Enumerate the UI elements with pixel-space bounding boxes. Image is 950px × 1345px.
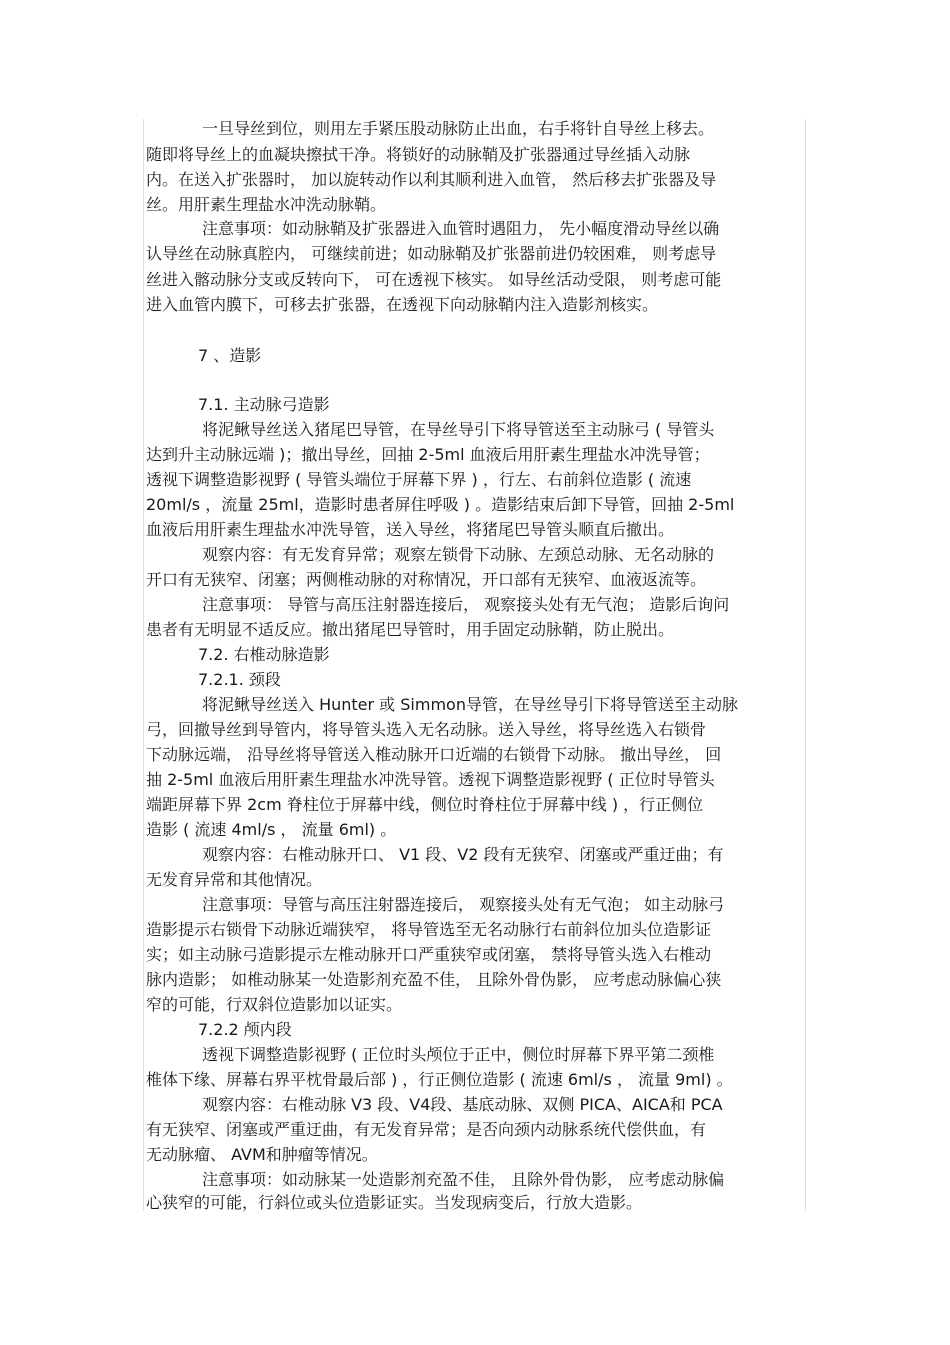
text-line: 血液后用肝素生理盐水冲洗导管，送入导丝，将猪尾巴导管头顺直后撤出。 — [146, 520, 675, 539]
text-line: 进入血管内膜下，可移去扩张器，在透视下向动脉鞘内注入造影剂核实。 — [146, 295, 659, 314]
text-line: 患者有无明显不适反应。撤出猪尾巴导管时，用手固定动脉鞘，防止脱出。 — [146, 620, 675, 639]
text-line: 丝进入髂动脉分支或反转向下， 可在透视下核实。 如导丝活动受限， 则考虑可能 — [146, 270, 722, 289]
subsection-heading: 7.2.1. 颈段 — [198, 670, 281, 689]
text-line: 认导丝在动脉真腔内， 可继续前进；如动脉鞘及扩张器前进仍较困难， 则考虑导 — [146, 244, 717, 263]
text-line: 20ml/s ，流量 25ml，造影时患者屏住呼吸 ) 。造影结束后卸下导管，回抽 2-5ml — [146, 495, 735, 514]
text-line: 观察内容：有无发育异常；观察左锁骨下动脉、左颈总动脉、无名动脉的 — [202, 545, 715, 564]
text-line: 内。在送入扩张器时， 加以旋转动作以利其顺利进入血管， 然后移去扩张器及导 — [146, 170, 717, 189]
text-line: 椎体下缘、屏幕右界平枕骨最后部 ) ，行正侧位造影 ( 流速 6ml/s ， 流量 9ml) 。 — [146, 1070, 733, 1089]
text-line: 弓，回撤导丝到导管内，将导管头选入无名动脉。送入导丝，将导丝选入右锁骨 — [146, 720, 707, 739]
text-line: 无动脉瘤、 AVM和肿瘤等情况。 — [146, 1145, 378, 1164]
text-line: 无发育异常和其他情况。 — [146, 870, 323, 889]
text-line: 窄的可能，行双斜位造影加以证实。 — [146, 995, 403, 1014]
text-line: 端距屏幕下界 2cm 脊柱位于屏幕中线，侧位时脊柱位于屏幕中线 ) ，行正侧位 — [146, 795, 704, 814]
text-line: 丝。用肝素生理盐水冲洗动脉鞘。 — [146, 195, 387, 214]
text-line: 脉内造影； 如椎动脉某一处造影剂充盈不佳， 且除外骨伪影， 应考虑动脉偏心狭 — [146, 970, 722, 989]
text-line: 心狭窄的可能，行斜位或头位造影证实。当发现病变后，行放大造影。 — [146, 1193, 643, 1212]
text-line: 观察内容：右椎动脉 V3 段、V4段、基底动脉、双侧 PICA、AICA和 PCA — [202, 1095, 723, 1114]
text-line: 注意事项： 导管与高压注射器连接后， 观察接头处有无气泡； 造影后询问 — [202, 595, 730, 614]
text-line: 造影提示右锁骨下动脉近端狭窄， 将导管选至无名动脉行右前斜位加头位造影证 — [146, 920, 712, 939]
subsection-heading: 7.2.2 颅内段 — [198, 1020, 292, 1039]
subsection-heading: 7.2. 右椎动脉造影 — [198, 645, 330, 664]
document-text-block — [143, 119, 806, 1211]
text-line: 开口有无狭窄、闭塞；两侧椎动脉的对称情况，开口部有无狭窄、血液返流等。 — [146, 570, 707, 589]
text-line: 实；如主动脉弓造影提示左椎动脉开口严重狭窄或闭塞， 禁将导管头选入右椎动 — [146, 945, 712, 964]
text-line: 达到升主动脉远端 )；撤出导丝，回抽 2-5ml 血液后用肝素生理盐水冲洗导管； — [146, 445, 710, 464]
text-line: 将泥鳅导丝送入 Hunter 或 Simmon导管，在导丝导引下将导管送至主动脉 — [202, 695, 738, 714]
section-heading: 7 、造影 — [198, 346, 262, 365]
subsection-heading: 7.1. 主动脉弓造影 — [198, 395, 330, 414]
text-line: 下动脉远端， 沿导丝将导管送入椎动脉开口近端的右锁骨下动脉。 撤出导丝， 回 — [146, 745, 722, 764]
text-line: 注意事项：如动脉某一处造影剂充盈不佳， 且除外骨伪影， 应考虑动脉偏 — [202, 1170, 725, 1189]
text-line: 将泥鳅导丝送入猪尾巴导管，在导丝导引下将导管送至主动脉弓 ( 导管头 — [202, 420, 715, 439]
text-line: 注意事项：导管与高压注射器连接后， 观察接头处有无气泡； 如主动脉弓 — [202, 895, 725, 914]
text-line: 观察内容：右椎动脉开口、 V1 段、V2 段有无狭窄、闭塞或严重迂曲；有 — [202, 845, 724, 864]
text-line: 有无狭窄、闭塞或严重迂曲，有无发育异常；是否向颈内动脉系统代偿供血，有 — [146, 1120, 707, 1139]
text-line: 注意事项：如动脉鞘及扩张器进入血管时遇阻力， 先小幅度滑动导丝以确 — [202, 219, 720, 238]
text-line: 随即将导丝上的血凝块擦拭干净。将锁好的动脉鞘及扩张器通过导丝插入动脉 — [146, 145, 691, 164]
text-line: 透视下调整造影视野 ( 导管头端位于屏幕下界 ) ，行左、右前斜位造影 ( 流速 — [146, 470, 692, 489]
text-line: 造影 ( 流速 4ml/s ， 流量 6ml) 。 — [146, 820, 397, 839]
text-line: 透视下调整造影视野 ( 正位时头颅位于正中，侧位时屏幕下界平第二颈椎 — [202, 1045, 715, 1064]
text-line: 抽 2-5ml 血液后用肝素生理盐水冲洗导管。透视下调整造影视野 ( 正位时导管头 — [146, 770, 715, 789]
text-line: 一旦导丝到位，则用左手紧压股动脉防止出血，右手将针自导丝上移去。 — [202, 119, 715, 138]
